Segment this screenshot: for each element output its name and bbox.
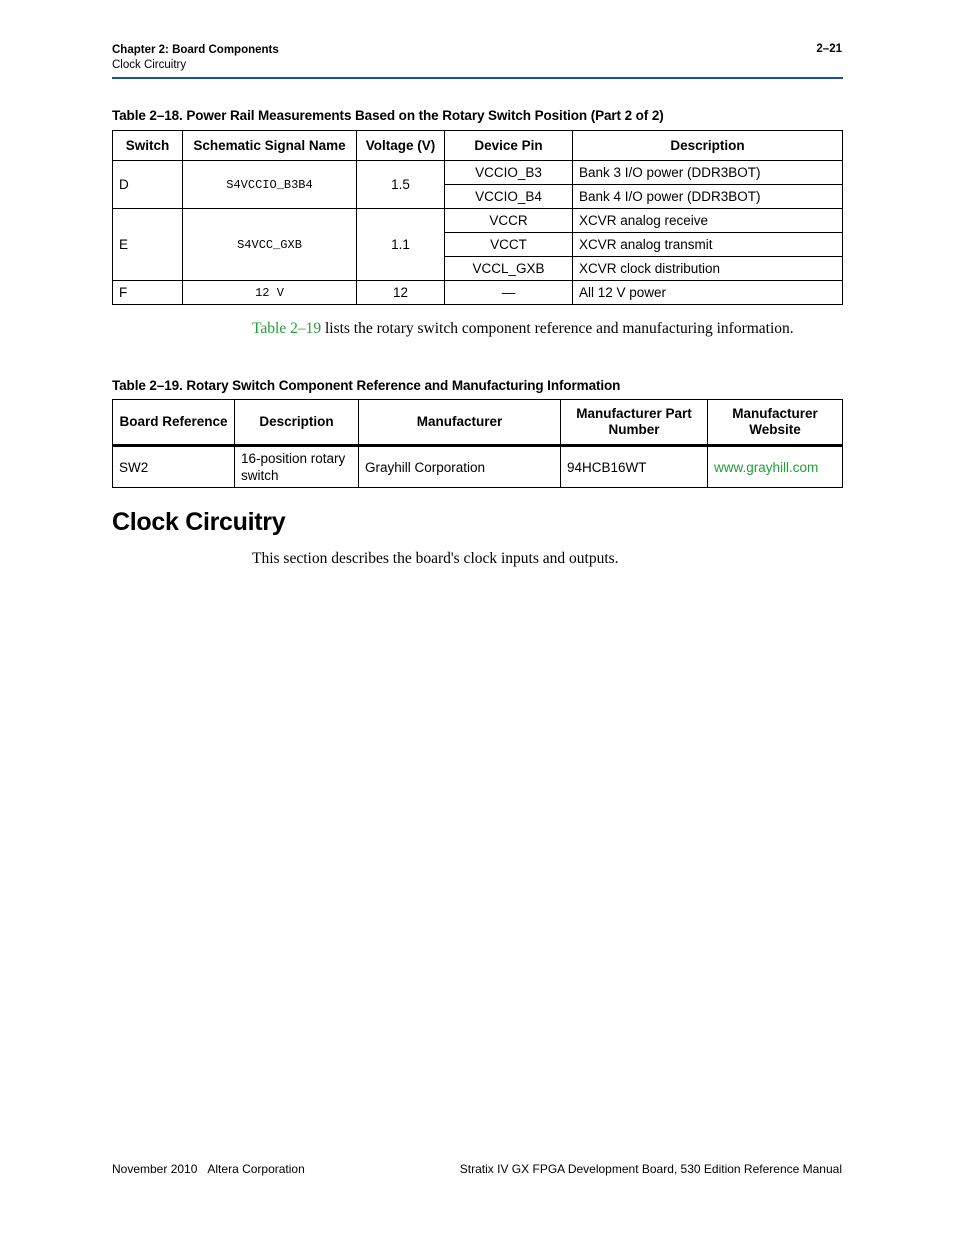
footer-date: November 2010 [112,1162,198,1176]
footer-company: Altera Corporation [207,1162,305,1176]
col-header-description: Description [235,400,359,446]
switch-cell: D [113,161,183,209]
table-19-caption: Table 2–19. Rotary Switch Component Reference and Manufacturing Information [112,378,621,393]
table-19-intro [252,319,812,339]
pin-cell: VCCIO_B3 [445,161,573,185]
switch-cell: F [113,281,183,305]
col-header-device-pin: Device Pin [445,131,573,161]
col-header-board-reference: Board Reference [113,400,235,446]
col-header-website: Manufacturer Website [708,400,843,446]
website-cell [708,446,843,488]
manufacturer-cell: Grayhill Corporation [359,446,561,488]
voltage-cell: 12 [357,281,445,305]
pin-cell: VCCR [445,209,573,233]
signal-cell: 12 V [183,281,357,305]
description-cell: 16-position rotary switch [235,446,359,488]
pin-cell: VCCIO_B4 [445,185,573,209]
chapter-title: Chapter 2: Board Components [112,44,279,56]
col-header-manufacturer: Manufacturer [359,400,561,446]
pin-cell: VCCL_GXB [445,257,573,281]
section-name: Clock Circuitry [112,59,187,71]
description-cell: Bank 3 I/O power (DDR3BOT) [573,161,843,185]
header-divider [112,77,843,79]
table-2-19-link[interactable]: Table 2–19 [252,320,322,337]
power-rail-table [112,130,843,305]
description-cell: All 12 V power [573,281,843,305]
description-cell: XCVR clock distribution [573,257,843,281]
table-row [113,161,843,185]
voltage-cell: 1.1 [357,209,445,281]
col-header-signal: Schematic Signal Name [183,131,357,161]
part-number-cell: 94HCB16WT [561,446,708,488]
intro-text: lists the rotary switch component reference and manufacturing information. [321,320,794,337]
table-row [113,446,843,488]
col-header-switch: Switch [113,131,183,161]
table-row [113,209,843,233]
description-cell: XCVR analog receive [573,209,843,233]
table-18-caption: Table 2–18. Power Rail Measurements Based on the Rotary Switch Position (Part 2 of 2) [112,108,664,123]
pin-cell: — [445,281,573,305]
running-header [112,43,279,73]
description-cell: Bank 4 I/O power (DDR3BOT) [573,185,843,209]
pin-cell: VCCT [445,233,573,257]
switch-cell: E [113,209,183,281]
board-reference-cell: SW2 [113,446,235,488]
col-header-voltage: Voltage (V) [357,131,445,161]
description-cell: XCVR analog transmit [573,233,843,257]
footer-manual-title: Stratix IV GX FPGA Development Board, 530 Edition Reference Manual [459,1162,842,1176]
section-heading: Clock Circuitry [112,508,286,536]
table-header-row [113,400,843,446]
signal-cell: S4VCCIO_B3B4 [183,161,357,209]
footer-left [112,1162,305,1176]
col-header-description: Description [573,131,843,161]
col-header-part-number: Manufacturer Part Number [561,400,708,446]
table-header-row [113,131,843,161]
grayhill-website-link[interactable]: www.grayhill.com [714,459,819,475]
section-body: This section describes the board's clock inputs and outputs. [252,550,619,567]
rotary-switch-table [112,399,843,488]
table-row [113,281,843,305]
voltage-cell: 1.5 [357,161,445,209]
page-number: 2–21 [816,43,842,55]
signal-cell: S4VCC_GXB [183,209,357,281]
